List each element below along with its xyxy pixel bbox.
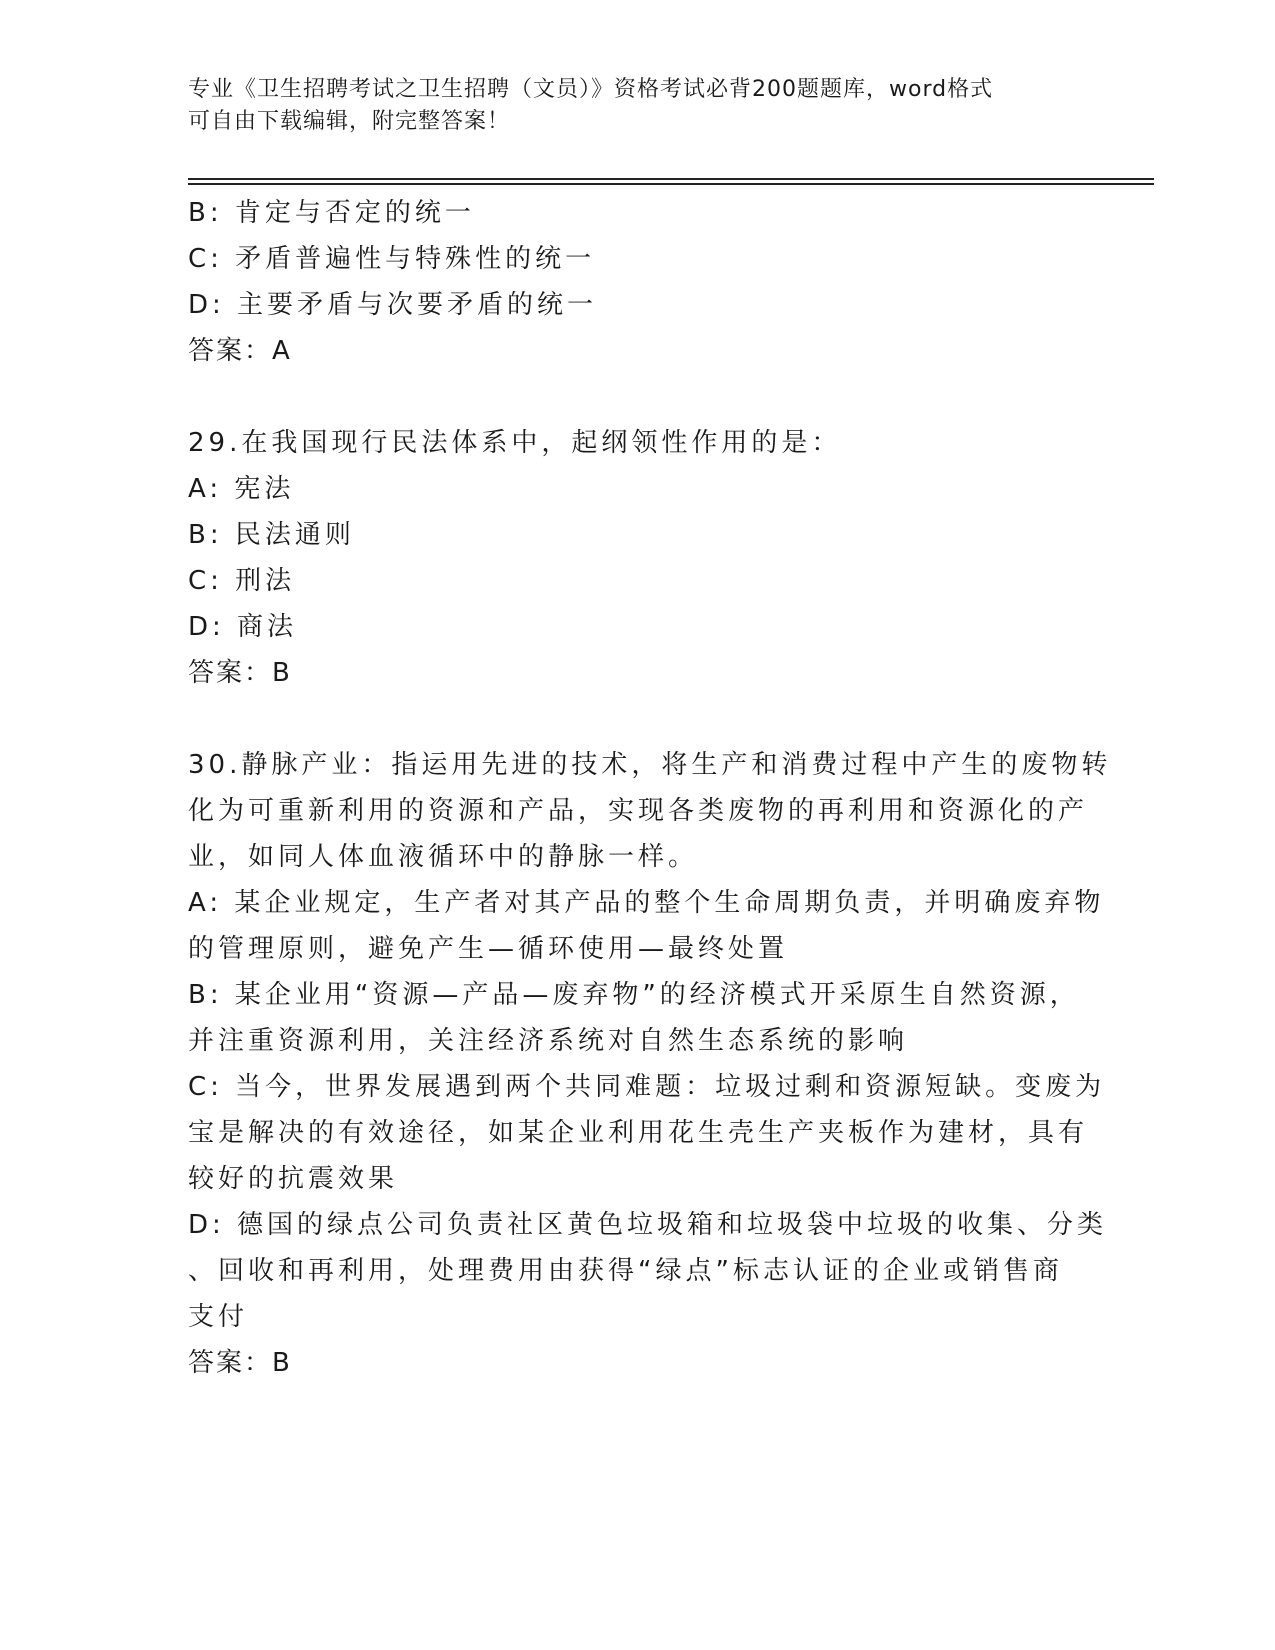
- q28-option-d: D: 主要矛盾与次要矛盾的统一: [188, 290, 598, 320]
- q29-option-b: B: 民法通则: [188, 520, 355, 550]
- question-29-block: [188, 420, 1078, 696]
- q30-option-c-line: 宝是解决的有效途径，如某企业利用花生壳生产夹板作为建材，具有: [188, 1118, 1089, 1148]
- q30-option-b-line: 并注重资源利用，关注经济系统对自然生态系统的影响: [188, 1026, 909, 1056]
- q29-option-d: D: 商法: [188, 612, 298, 642]
- q30-option-d: [188, 1202, 1108, 1340]
- q30-option-c-line: C: 当今，世界发展遇到两个共同难题：垃圾过剩和资源短缺。变废为: [188, 1072, 1106, 1102]
- q29-question: 29.在我国现行民法体系中，起纲领性作用的是：: [188, 428, 842, 458]
- q29-option-c: C: 刑法: [188, 566, 296, 596]
- question-content: [188, 190, 1112, 1386]
- q30-option-d-line: D: 德国的绿点公司负责社区黄色垃圾箱和垃圾袋中垃圾的收集、分类: [188, 1210, 1108, 1240]
- q29-option-a: A: 宪法: [188, 474, 295, 504]
- q30-question-line: 30.静脉产业：指运用先进的技术，将生产和消费过程中产生的废物转: [188, 750, 1112, 780]
- q30-question-line: 化为可重新利用的资源和产品，实现各类废物的再利用和资源化的产: [188, 796, 1089, 826]
- q30-option-b-line: B: 某企业用“资源—产品—废弃物”的经济模式开采原生自然资源，: [188, 980, 1080, 1010]
- q30-option-d-line: 支付: [188, 1302, 249, 1332]
- q30-option-a: [188, 880, 1105, 972]
- q29-answer: 答案：B: [188, 658, 292, 688]
- question-28-block: [188, 190, 1078, 374]
- spacer: [188, 374, 1078, 420]
- header-line-1: 专业《卫生招聘考试之卫生招聘（文员）》资格考试必背200题题库，word格式: [188, 77, 994, 102]
- q30-option-c: [188, 1064, 1106, 1202]
- q28-option-c: C: 矛盾普遍性与特殊性的统一: [188, 244, 596, 274]
- q30-answer: 答案：B: [188, 1348, 292, 1378]
- q28-option-b: B: 肯定与否定的统一: [188, 198, 475, 228]
- q28-answer: 答案：A: [188, 336, 292, 366]
- document-header: [188, 74, 1068, 138]
- header-divider-top: [188, 178, 1154, 180]
- q30-option-d-line: 、回收和再利用，处理费用由获得“绿点”标志认证的企业或销售商: [188, 1256, 1063, 1286]
- q30-option-c-line: 较好的抗震效果: [188, 1164, 399, 1194]
- q30-question-line: 业，如同人体血液循环中的静脉一样。: [188, 842, 699, 872]
- header-line-2: 可自由下载编辑，附完整答案！: [188, 109, 511, 134]
- q30-option-a-line: A: 某企业规定，生产者对其产品的整个生命周期负责，并明确废弃物: [188, 888, 1105, 918]
- q30-option-a-line: 的管理原则，避免产生—循环使用—最终处置: [188, 934, 789, 964]
- q30-option-b: [188, 972, 1078, 1064]
- q30-question: [188, 742, 1112, 880]
- header-divider-bottom: [188, 183, 1154, 185]
- spacer: [188, 696, 1078, 742]
- question-30-block: [188, 742, 1112, 1386]
